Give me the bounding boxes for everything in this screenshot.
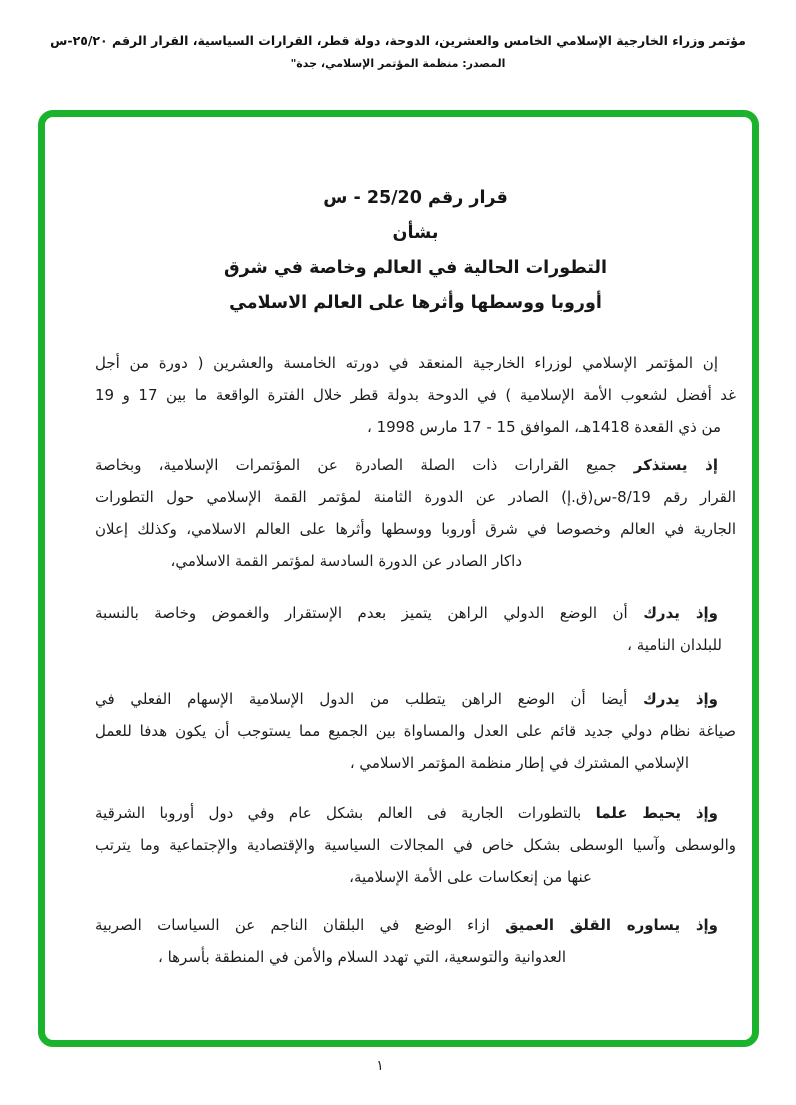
title-subject-line-1: التطورات الحالية في العالم وخاصة في شرق (224, 258, 607, 278)
page-number: ١ (376, 1058, 384, 1074)
paragraph-line: صياغة نظام دولي جديد قائم على العدل والمساواة بين الجميع مما يستوجب أن يكون هدفا للعمل (95, 722, 736, 740)
document-title (95, 181, 736, 321)
lead-phrase: وإذ يحيط علما (595, 804, 718, 822)
paragraph-line: داكار الصادر عن الدورة السادسة لمؤتمر القمة الاسلامي، (170, 552, 522, 570)
paragraph-line: عنها من إنعكاسات على الأمة الإسلامية، (349, 868, 592, 886)
paragraph-line: والوسطى وآسيا الوسطى بشكل خاص في المجالات السياسية والإقتصادية والإجتماعية وما يترتب (95, 836, 736, 854)
title-resolution-number: قرار رقم 25/20 - س (323, 188, 508, 208)
source-header-line-1: مؤتمر وزراء الخارجية الإسلامي الخامس والعشرين، الدوحة، دولة قطر، القرارات السياسية، القرار الرقم ٢٥/٢٠-س (50, 33, 746, 48)
paragraph-line: وإذ يدرك أن الوضع الدولي الراهن يتميز بعدم الإستقرار والغموض وخاصة بالنسبة (95, 604, 718, 622)
title-regarding: بشأن (392, 223, 439, 243)
paragraph-line: غد أفضل لشعوب الأمة الإسلامية ) في الدوحة بدولة قطر خلال الفترة الواقعة ما بين 17 و 19 (95, 386, 737, 404)
paragraph-aware (95, 597, 736, 661)
source-header (0, 33, 796, 71)
document-content (45, 117, 752, 1040)
paragraph-line: إذ يستذكر جميع القرارات ذات الصلة الصادرة عن المؤتمرات الإسلامية، وبخاصة (95, 456, 718, 474)
lead-phrase: وإذ يدرك (642, 690, 718, 708)
paragraph-line: وإذ يدرك أيضا أن الوضع الراهن يتطلب من الدول الإسلامية الإسهام الفعلي في (95, 690, 718, 708)
paragraph-aware-also (95, 683, 736, 779)
lead-phrase: وإذ يساوره القلق العميق (505, 916, 718, 934)
lead-phrase: وإذ يدرك (643, 604, 718, 622)
title-subject-line-2: أوروبا ووسطها وأثرها على العالم الاسلامي (229, 293, 602, 313)
source-header-line-2: المصدر: منظمة المؤتمر الإسلامي، جدة" (290, 57, 506, 70)
paragraph-line: من ذي القعدة 1418هـ، الموافق 15 - 17 مارس 1998 ، (366, 418, 721, 436)
paragraph-line: وإذ يساوره القلق العميق ازاء الوضع في البلقان الناجم عن السياسات الصربية (95, 916, 718, 934)
document-frame (38, 110, 759, 1047)
document-body (95, 347, 736, 973)
paragraph-line: وإذ يحيط علما بالتطورات الجارية فى العالم بشكل عام وفي دول أوروبا الشرقية (95, 804, 718, 822)
paragraph-preamble (95, 347, 736, 443)
paragraph-taking-note (95, 797, 736, 893)
paragraph-line: للبلدان النامية ، (627, 636, 722, 654)
lead-phrase: إذ يستذكر (633, 456, 718, 474)
paragraph-line: القرار رقم 8/19-س(ق.إ) الصادر عن الدورة الثامنة لمؤتمر القمة الإسلامي حول التطورات (95, 488, 736, 506)
paragraph-line: الجارية في العالم وخصوصا في شرق أوروبا ووسطها وأثرها على العالم الاسلامي، وكذلك إعلان (95, 520, 736, 538)
paragraph-line: العدوانية والتوسعية، التي تهدد السلام والأمن في المنطقة بأسرها ، (157, 948, 566, 966)
paragraph-deep-concern (95, 909, 736, 973)
paragraph-line: إن المؤتمر الإسلامي لوزراء الخارجية المنعقد في دورته الخامسة والعشرين ( دورة من أجل (95, 354, 718, 372)
paragraph-recalling (95, 449, 736, 577)
paragraph-line: الإسلامي المشترك في إطار منظمة المؤتمر الاسلامي ، (349, 754, 689, 772)
